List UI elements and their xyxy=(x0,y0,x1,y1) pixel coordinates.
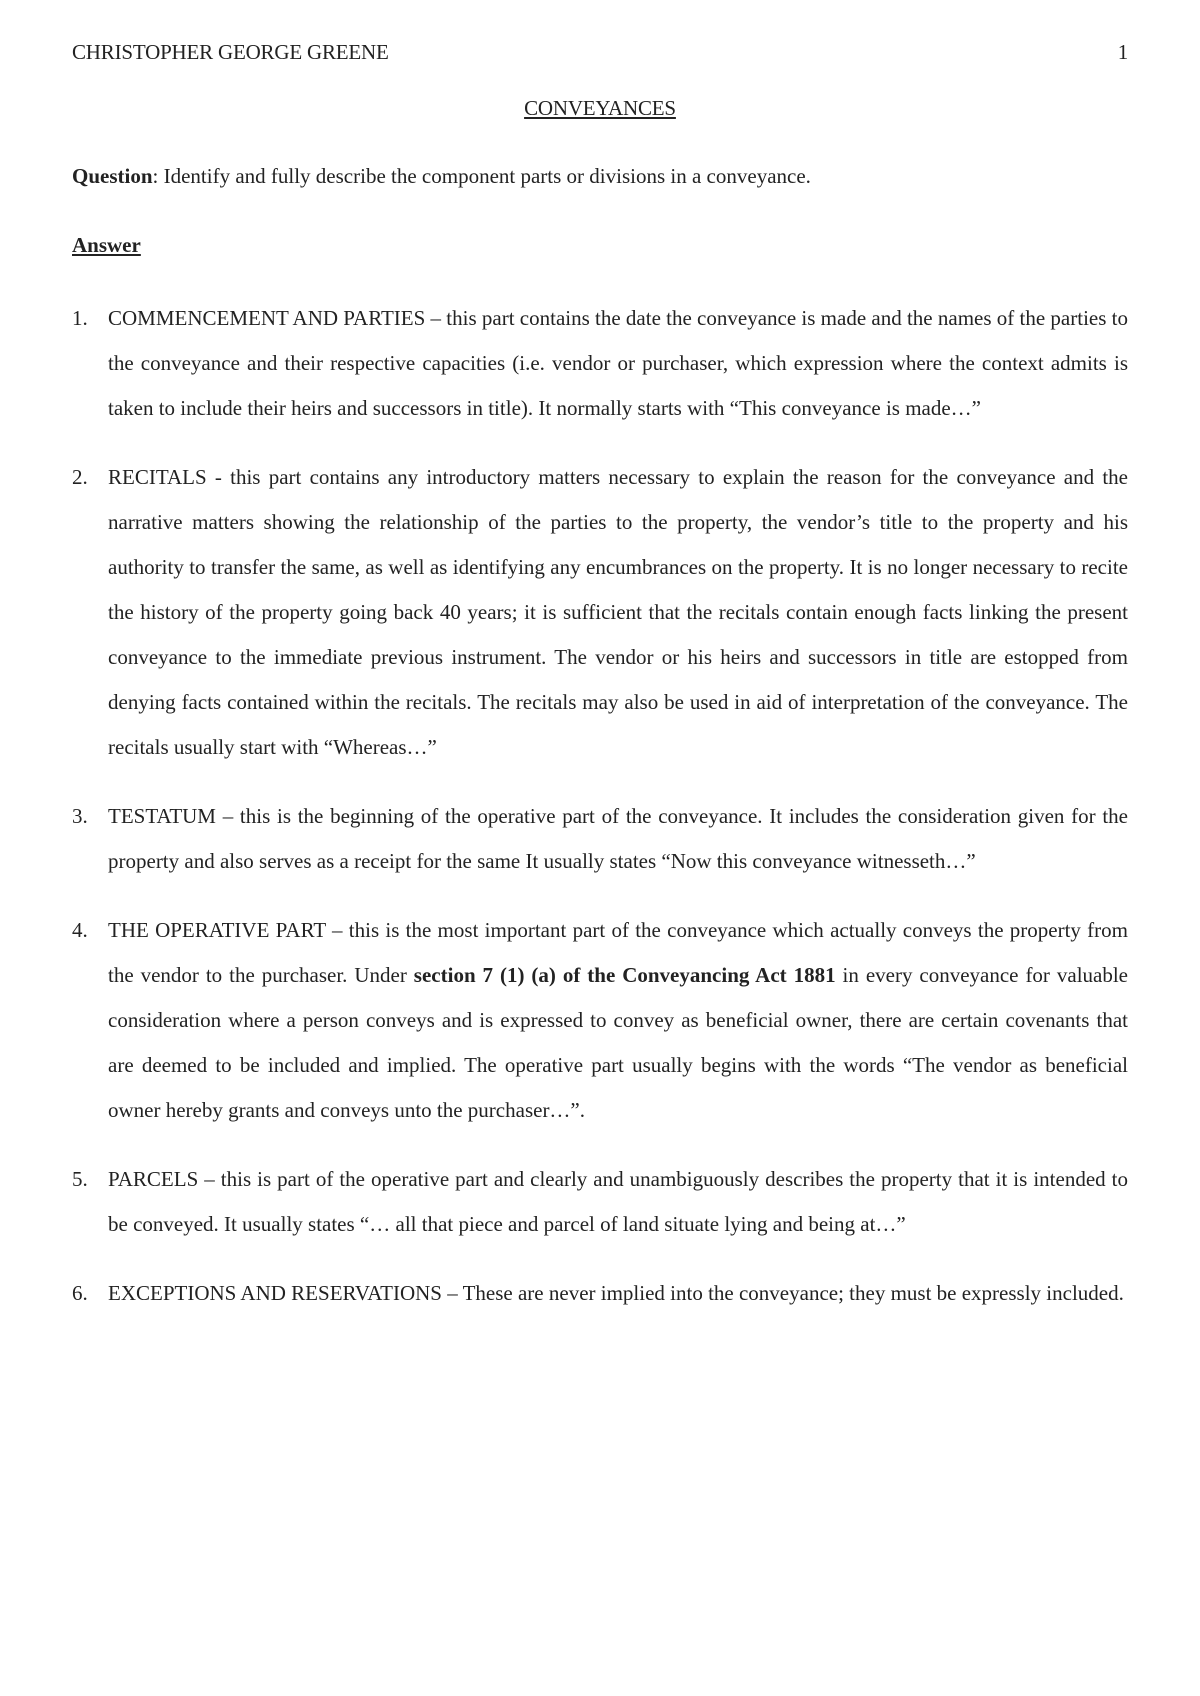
item-text: EXCEPTIONS AND RESERVATIONS – These are never implied into the conveyance; they must be expressly included. xyxy=(108,1281,1124,1305)
item-text: TESTATUM – this is the beginning of the operative part of the conveyance. It includes the consideration given for the property and also serves as a receipt for the same It usually states “Now this conveyance witnesseth…” xyxy=(108,804,1128,873)
document-title: CONVEYANCES xyxy=(524,96,676,120)
answer-heading: Answer xyxy=(72,233,141,257)
item-number: 1. xyxy=(72,306,88,330)
statute-citation: section 7 (1) (a) of the Conveyancing Act 1881 xyxy=(413,963,836,987)
item-number: 5. xyxy=(72,1167,88,1191)
page-header xyxy=(72,40,1128,70)
page-number: 1 xyxy=(1117,40,1128,64)
list-item-exceptions xyxy=(72,1271,1128,1316)
list-item-operative-part xyxy=(72,908,1128,1133)
item-text-before: THE OPERATIVE PART – this is the most important part of the conveyance which actually conveys the property from the vendor to the purchaser. Under xyxy=(108,918,1128,987)
item-text: PARCELS – this is part of the operative part and clearly and unambiguously describes the property that it is intended to be conveyed. It usually states “… all that piece and parcel of land situate lying and being at…” xyxy=(108,1167,1128,1236)
item-text: COMMENCEMENT AND PARTIES – this part contains the date the conveyance is made and the names of the parties to the conveyance and their respective capacities (i.e. vendor or purchaser, which expression where the context admits is taken to include their heirs and successors in title). It normally starts with “This conveyance is made…” xyxy=(108,306,1128,420)
item-number: 6. xyxy=(72,1281,88,1305)
item-number: 2. xyxy=(72,465,88,489)
item-text-after: in every conveyance for valuable consideration where a person conveys and is expressed to convey as beneficial owner, there are certain covenants that are deemed to be included and implied. The operative part usually begins with the words “The vendor as beneficial owner hereby grants and conveys unto the purchaser…”. xyxy=(108,963,1129,1122)
list-item-commencement xyxy=(72,296,1128,431)
item-number: 3. xyxy=(72,804,88,828)
question-label: Question xyxy=(72,164,153,188)
author-name: CHRISTOPHER GEORGE GREENE xyxy=(72,40,389,64)
question-text: : Identify and fully describe the component parts or divisions in a conveyance. xyxy=(152,164,811,188)
item-text: RECITALS - this part contains any introductory matters necessary to explain the reason for the conveyance and the narrative matters showing the relationship of the parties to the property, the vendor’s title to the property and his authority to transfer the same, as well as identifying any encumbrances on the property. It is no longer necessary to recite the history of the property going back 40 years; it is sufficient that the recitals contain enough facts linking the present conveyance to the immediate previous instrument. The vendor or his heirs and successors in title are estopped from denying facts contained within the recitals. The recitals may also be used in aid of interpretation of the conveyance. The recitals usually start with “Whereas…” xyxy=(108,465,1128,759)
list-item-recitals xyxy=(72,455,1128,770)
item-number: 4. xyxy=(72,918,88,942)
answer-list xyxy=(72,296,1128,1340)
list-item-parcels xyxy=(72,1157,1128,1247)
list-item-testatum xyxy=(72,794,1128,884)
question-paragraph xyxy=(72,164,1128,189)
